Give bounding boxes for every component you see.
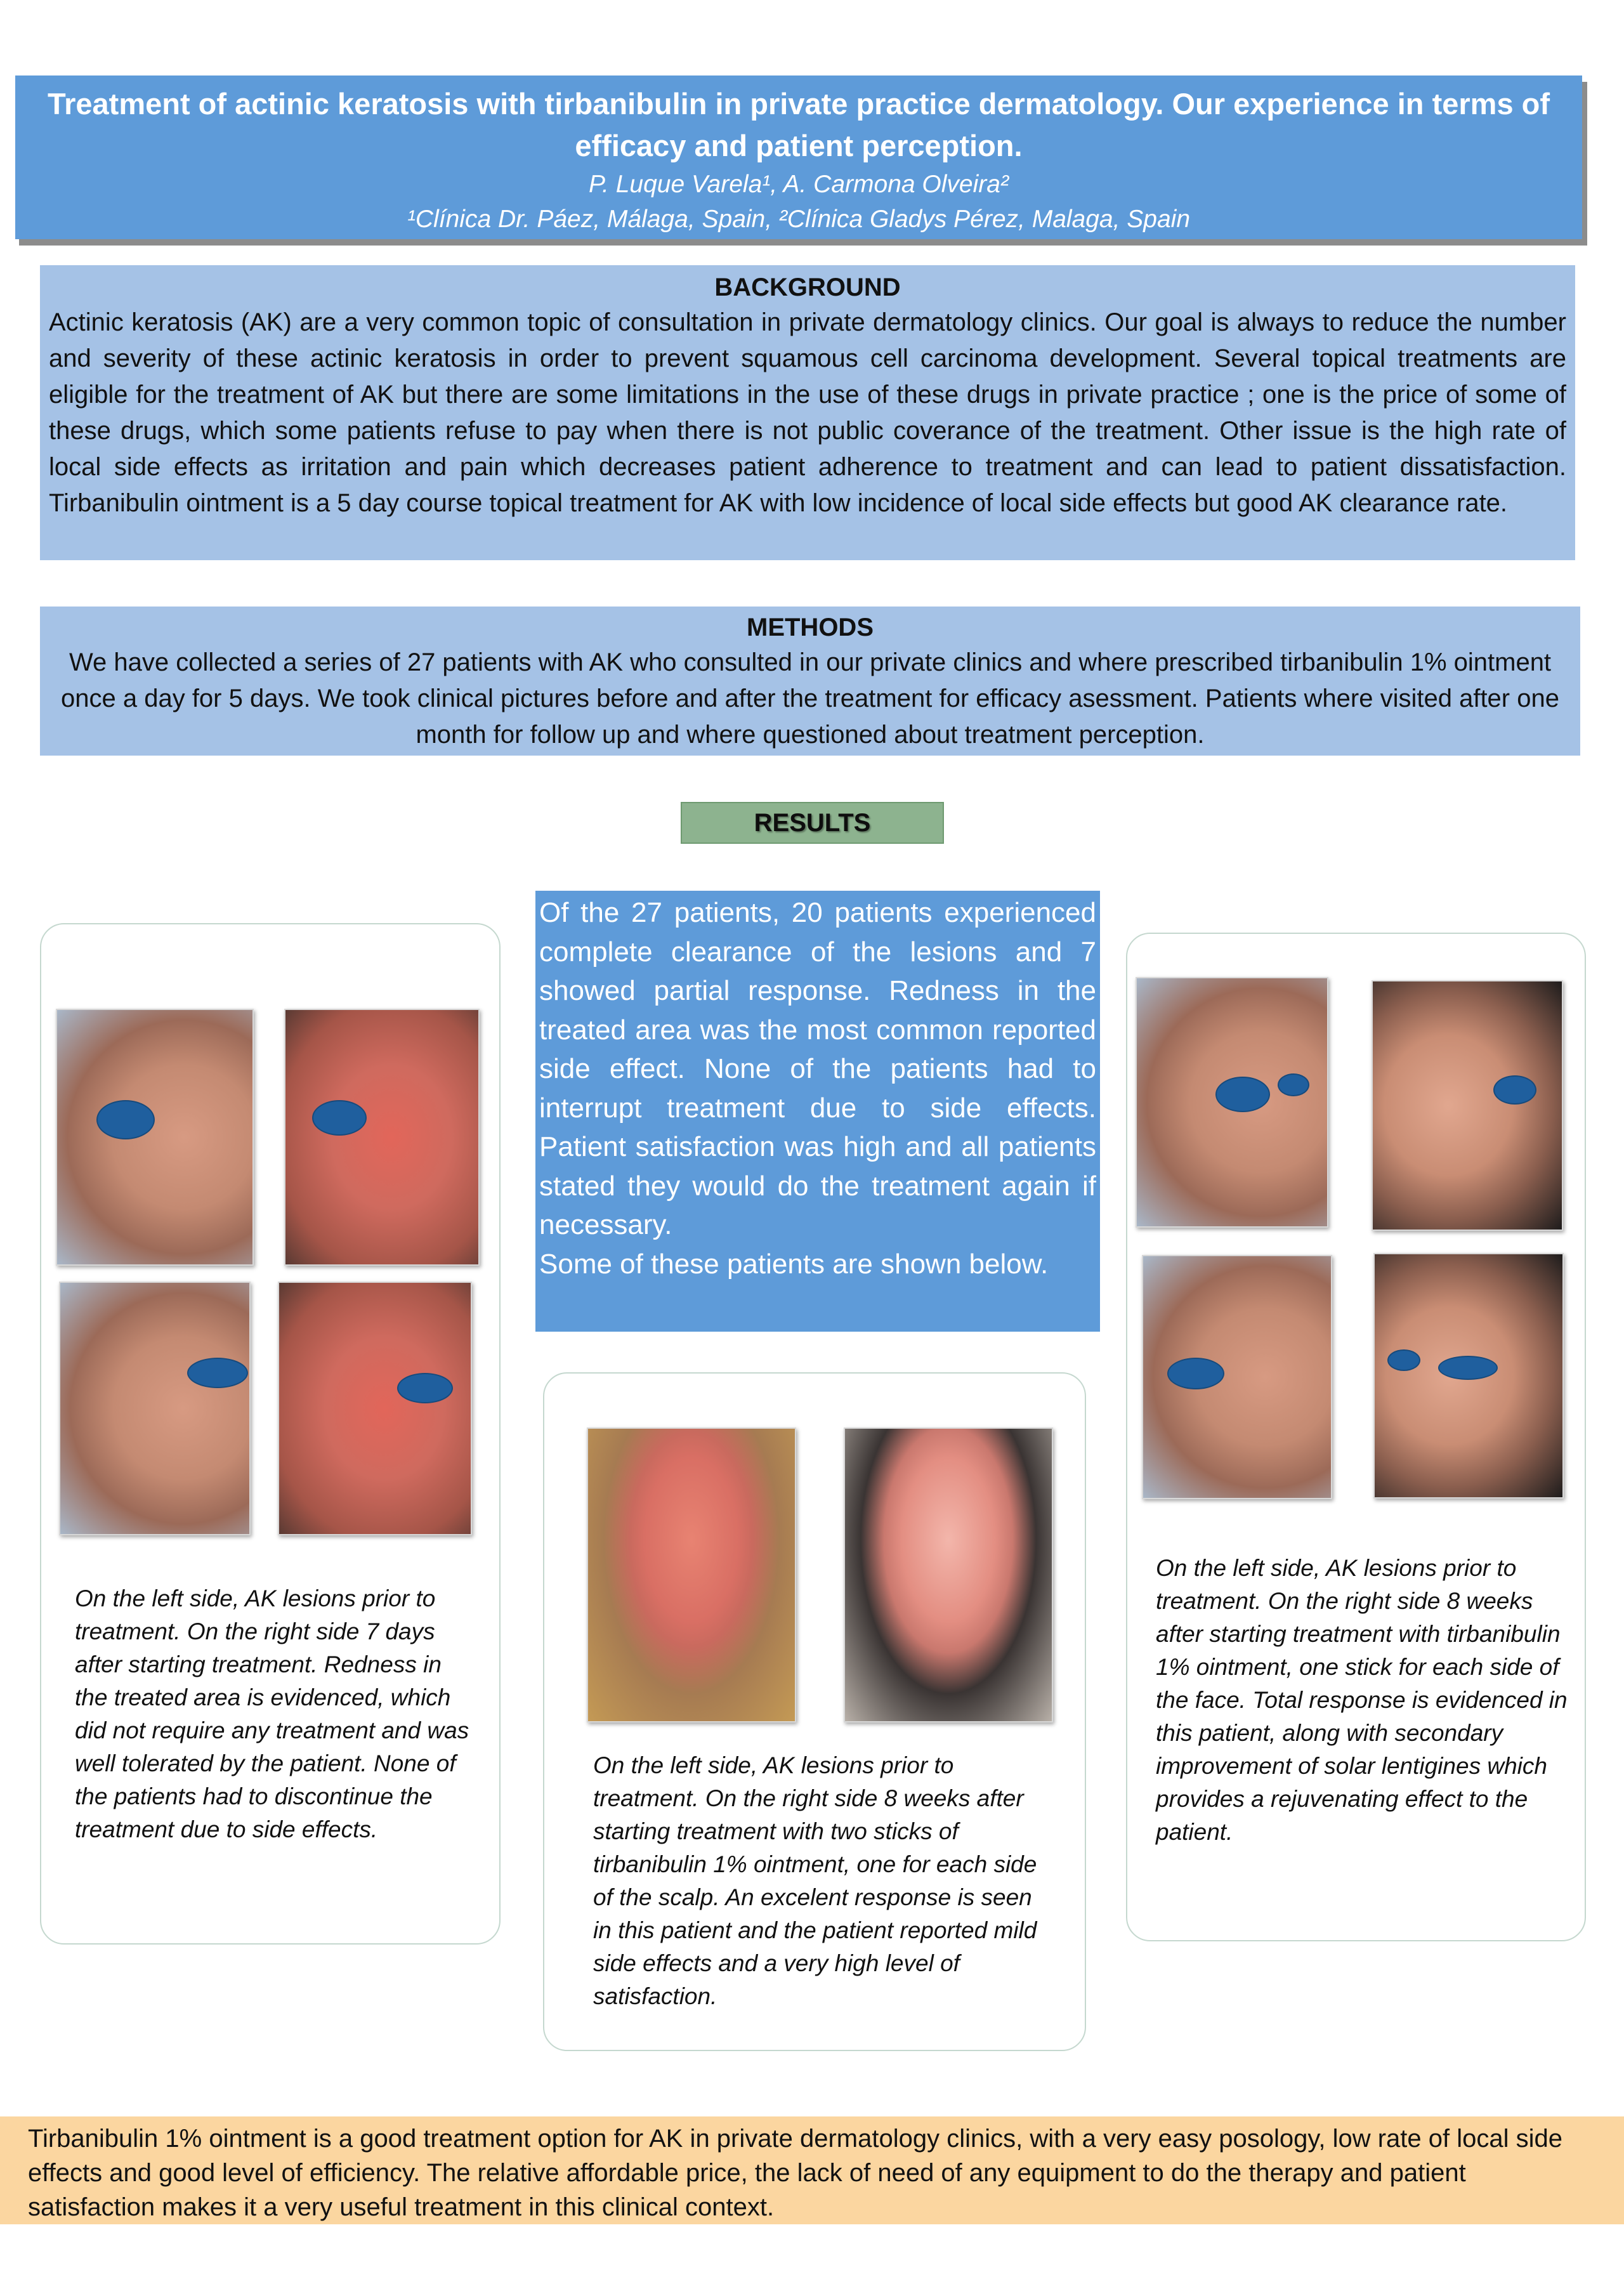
left-case-caption: On the left side, AK lesions prior to treatment. On the right side 7 days after starting treatment. Redness in the treated area is evidenced, which did not require any treatment and was well tolerated by the patient. None of the patients had to discontinue the treatment due to side effects. (75, 1585, 469, 1842)
right-case-caption: On the left side, AK lesions prior to treatment. On the right side 8 weeks after starting treatment with tirbanibulin 1% ointment, one stick for each side of the face. Total response is evidenced in this patient, along with secondary improvement of solar lentigines which provides a rejuvenating effect to the patient. (1156, 1555, 1568, 1845)
methods-section (40, 607, 1580, 756)
conclusion-text: Tirbanibulin 1% ointment is a good treatment option for AK in private dermatology clinics, with a very easy posology, low rate of local side effects and good level of efficiency. The relative affordable price, the lack of need of any equipment to do the therapy and patient satisfaction makes it a very useful treatment in this clinical context. (28, 2125, 1563, 2221)
right-case-after-photo-2 (1373, 1253, 1564, 1499)
poster-title: Treatment of actinic keratosis with tirbanibulin in private practice dermatology. Our experience in terms of efficacy and patient perception. (47, 87, 1550, 162)
background-section (40, 265, 1575, 560)
eye-mask-icon (312, 1100, 367, 1136)
eye-mask-icon (187, 1358, 248, 1388)
eye-mask-icon (1167, 1358, 1224, 1389)
results-title: RESULTS (681, 802, 944, 844)
affiliations: ¹Clínica Dr. Páez, Málaga, Spain, ²Clínica Gladys Pérez, Malaga, Spain (407, 206, 1191, 233)
left-case-after-photo-2 (278, 1282, 472, 1535)
authors: P. Luque Varela¹, A. Carmona Olveira² (589, 171, 1009, 198)
right-case-before-photo-1 (1136, 977, 1328, 1228)
background-title: BACKGROUND (714, 273, 901, 301)
methods-title: METHODS (747, 613, 874, 641)
eye-mask-icon (1493, 1075, 1536, 1105)
eye-mask-icon (1278, 1073, 1309, 1096)
eye-mask-icon (1387, 1349, 1420, 1371)
eye-mask-icon (397, 1373, 453, 1403)
middle-case-after-photo (844, 1427, 1053, 1722)
right-case-before-photo-2 (1142, 1255, 1332, 1499)
left-case-before-photo-2 (59, 1282, 251, 1535)
eye-mask-icon (1215, 1077, 1270, 1112)
left-case-after-photo-1 (284, 1009, 480, 1266)
background-text: Actinic keratosis (AK) are a very common topic of consultation in private dermatology clinics. Our goal is always to reduce the number and severity of these actinic keratosis in order to prevent squamous cell carcinoma development. Several topical treatments are eligible for the treatment of AK but there are some limitations in the use of these drugs in private practice ; one is the price of some of these drugs, which some patients refuse to pay when there is not public coverance of the treatment. Other issue is the high rate of local side effects as irritation and pain which decreases patient adherence to treatment and can lead to patient dissatisfaction. Tirbanibulin ointment is a 5 day course topical treatment for AK with low incidence of local side effects but good AK clearance rate. (49, 308, 1566, 517)
left-case-before-photo-1 (56, 1009, 254, 1266)
methods-text: We have collected a series of 27 patients with AK who consulted in our private clinics and where prescribed tirbanibulin 1% ointment once a day for 5 days. We took clinical pictures before and after the treatment for efficacy asessment. Patients where visited after one month for follow up and where questioned about treatment perception. (61, 648, 1559, 749)
middle-case-before-photo (587, 1427, 796, 1722)
poster-header (15, 75, 1582, 239)
right-case-after-photo-1 (1372, 980, 1563, 1231)
results-note: Some of these patients are shown below. (539, 1248, 1049, 1280)
eye-mask-icon (96, 1100, 155, 1139)
results-text-box (535, 891, 1100, 1332)
eye-mask-icon (1438, 1356, 1498, 1380)
conclusion-section (0, 2116, 1624, 2224)
results-text: Of the 27 patients, 20 patients experienced complete clearance of the lesions and 7 showed partial response. Redness in the treated area was the most common reported side effect. None of the patients had to interrupt treatment due to side effects. Patient satisfaction was high and all patients stated they would do the treatment again if necessary. (539, 897, 1096, 1240)
middle-case-caption: On the left side, AK lesions prior to treatment. On the right side 8 weeks after starting treatment with two sticks of tirbanibulin 1% ointment, one for each side of the scalp. An excelent response is seen in this patient and the patient reported mild side effects and a very high level of satisfaction. (593, 1752, 1037, 2009)
